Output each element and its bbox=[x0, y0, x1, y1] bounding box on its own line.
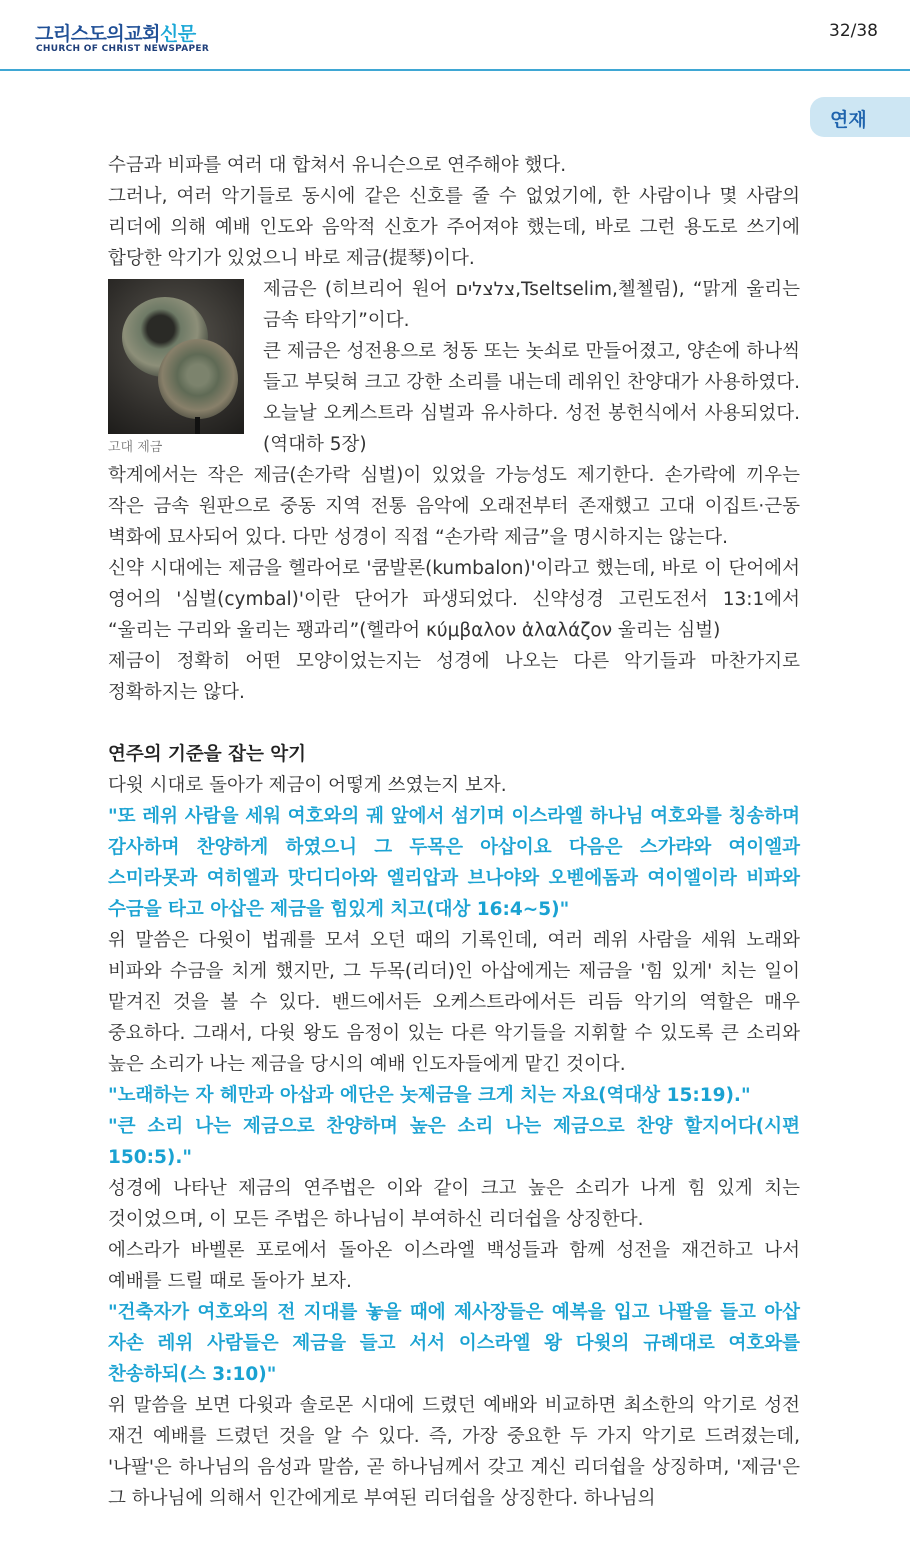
paragraph: 수금과 비파를 여러 대 합쳐서 유니슨으로 연주해야 했다. bbox=[108, 155, 567, 176]
paragraph: 제금은 (히브리어 원어 צלצלים,Tseltselim,첼첼림), “맑게 울리는 금속 타악기”이다. bbox=[263, 279, 800, 331]
paragraph: 큰 제금은 성전용으로 청동 또는 놋쇠로 만들어졌고, 양손에 하나씩 들고 부딪혀 크고 강한 소리를 내는데 레위인 찬양대가 사용하였다. 오늘날 오케스트라 심벌과 유사하다. 성전 봉헌식에서 사용되었다. (역대하 5장) bbox=[263, 341, 800, 455]
section-tag bbox=[810, 97, 910, 137]
page-number: 32/38 bbox=[829, 21, 878, 41]
page-header bbox=[0, 0, 910, 70]
paragraph: 에스라가 바벨론 포로에서 돌아온 이스라엘 백성들과 함께 성전을 재건하고 나서 예배를 드릴 때로 돌아가 보자. bbox=[108, 1240, 800, 1292]
paragraph: 위 말씀은 다윗이 법궤를 모셔 오던 때의 기록인데, 여러 레위 사람을 세워 노래와 비파와 수금을 치게 했지만, 그 두목(리더)인 아삽에게는 제금을 '힘 있게' 치는 일이 맡겨진 것을 볼 수 있다. 밴드에서든 오케스트라에서든 리듬 악기의 역할은 매우 중요하다. 그래서, 다윗 왕도 음정이 있는 다른 악기들을 지휘할 수 있도록 큰 소리와 높은 소리가 나는 제금을 당시의 예배 인도자들에게 맡긴 것이다. bbox=[108, 930, 800, 1075]
scripture-quote: "노래하는 자 헤만과 아삽과 에단은 놋제금을 크게 치는 자요(역대상 15:19)." bbox=[108, 1085, 751, 1106]
logo-english-subtitle: CHURCH OF CHRIST NEWSPAPER bbox=[36, 44, 210, 54]
paragraph: 제금이 정확히 어떤 모양이었는지는 성경에 나오는 다른 악기들과 마찬가지로 정확하지는 않다. bbox=[108, 651, 800, 703]
paragraph: 위 말씀을 보면 다윗과 솔로몬 시대에 드렸던 예배와 비교하면 최소한의 악기로 성전 재건 예배를 드렸던 것을 알 수 있다. 즉, 가장 중요한 두 가지 악기로 드려졌는데, '나팔'은 하나님의 음성과 말씀, 곧 하나님께서 갖고 계신 리더쉽을 상징하며, '제금'은 그 하나님에 의해서 인간에게로 부여된 리더쉽을 상징한다. 하나님의 bbox=[108, 1395, 800, 1509]
cymbal-shape-front bbox=[158, 339, 238, 419]
paragraph: 그러나, 여러 악기들로 동시에 같은 신호를 줄 수 없었기에, 한 사람이나 몇 사람의 리더에 의해 예배 인도와 음악적 신호가 주어져야 했는데, 바로 그런 용도로 쓰기에 합당한 악기가 있었으니 바로 제금(提琴)이다. bbox=[108, 186, 800, 269]
section-tag-label: 연재 bbox=[830, 109, 867, 131]
paragraph: 학계에서는 작은 제금(손가락 심벌)이 있었을 가능성도 제기한다. 손가락에 끼우는 작은 금속 원판으로 중동 지역 전통 음악에 오래전부터 존재했고 고대 이집트·근동 벽화에 묘사되어 있다. 다만 성경이 직접 “손가락 제금”을 명시하지는 않는다. bbox=[108, 465, 800, 548]
scripture-quote: "또 레위 사람을 세워 여호와의 궤 앞에서 섬기며 이스라엘 하나님 여호와를 칭송하며 감사하며 찬양하게 하였으니 그 두목은 아삽이요 다음은 스가랴와 여이엘과 스미라못과 여히엘과 맛디디아와 엘리압과 브나야와 오벧에돔과 여이엘이라 비파와 수금을 타고 아삽은 제금을 힘있게 치고(대상 16:4~5)" bbox=[108, 806, 800, 920]
paragraph-spacer bbox=[108, 708, 800, 739]
display-stand bbox=[195, 417, 200, 434]
article-body bbox=[108, 150, 800, 1514]
logo-accent-text: 신문 bbox=[159, 23, 196, 45]
cymbal-photo bbox=[108, 279, 244, 434]
figure-side-text bbox=[263, 274, 800, 460]
paragraph: 다윗 시대로 돌아가 제금이 어떻게 쓰였는지 보자. bbox=[108, 775, 507, 796]
figure-row bbox=[108, 274, 800, 460]
header-divider bbox=[0, 69, 910, 71]
paragraph: 신약 시대에는 제금을 헬라어로 '쿰발론(kumbalon)'이라고 했는데, 바로 이 단어에서 영어의 '심벌(cymbal)'이란 단어가 파생되었다. 신약성경 고린도전서 13:1에서 “울리는 구리와 울리는 꽹과리”(헬라어 κύμβαλον ἀλαλάζον 울리는 심벌) bbox=[108, 558, 800, 641]
logo-main-text: 그리스도의교회 bbox=[35, 23, 160, 45]
figure-caption: 고대 제금 bbox=[108, 440, 163, 455]
section-heading: 연주의 기준을 잡는 악기 bbox=[108, 744, 307, 765]
paragraph: 성경에 나타난 제금의 연주법은 이와 같이 크고 높은 소리가 나게 힘 있게 치는 것이었으며, 이 모든 주법은 하나님이 부여하신 리더쉽을 상징한다. bbox=[108, 1178, 800, 1230]
newspaper-logo[interactable] bbox=[35, 19, 196, 46]
scripture-quote: "건축자가 여호와의 전 지대를 놓을 때에 제사장들은 예복을 입고 나팔을 들고 아삽 자손 레위 사람들은 제금을 들고 서서 이스라엘 왕 다윗의 규례대로 여호와를 찬송하되(스 3:10)" bbox=[108, 1302, 800, 1385]
scripture-quote: "큰 소리 나는 제금으로 찬양하며 높은 소리 나는 제금으로 찬양 할지어다(시편 150:5)." bbox=[108, 1116, 800, 1168]
figure bbox=[108, 274, 263, 460]
